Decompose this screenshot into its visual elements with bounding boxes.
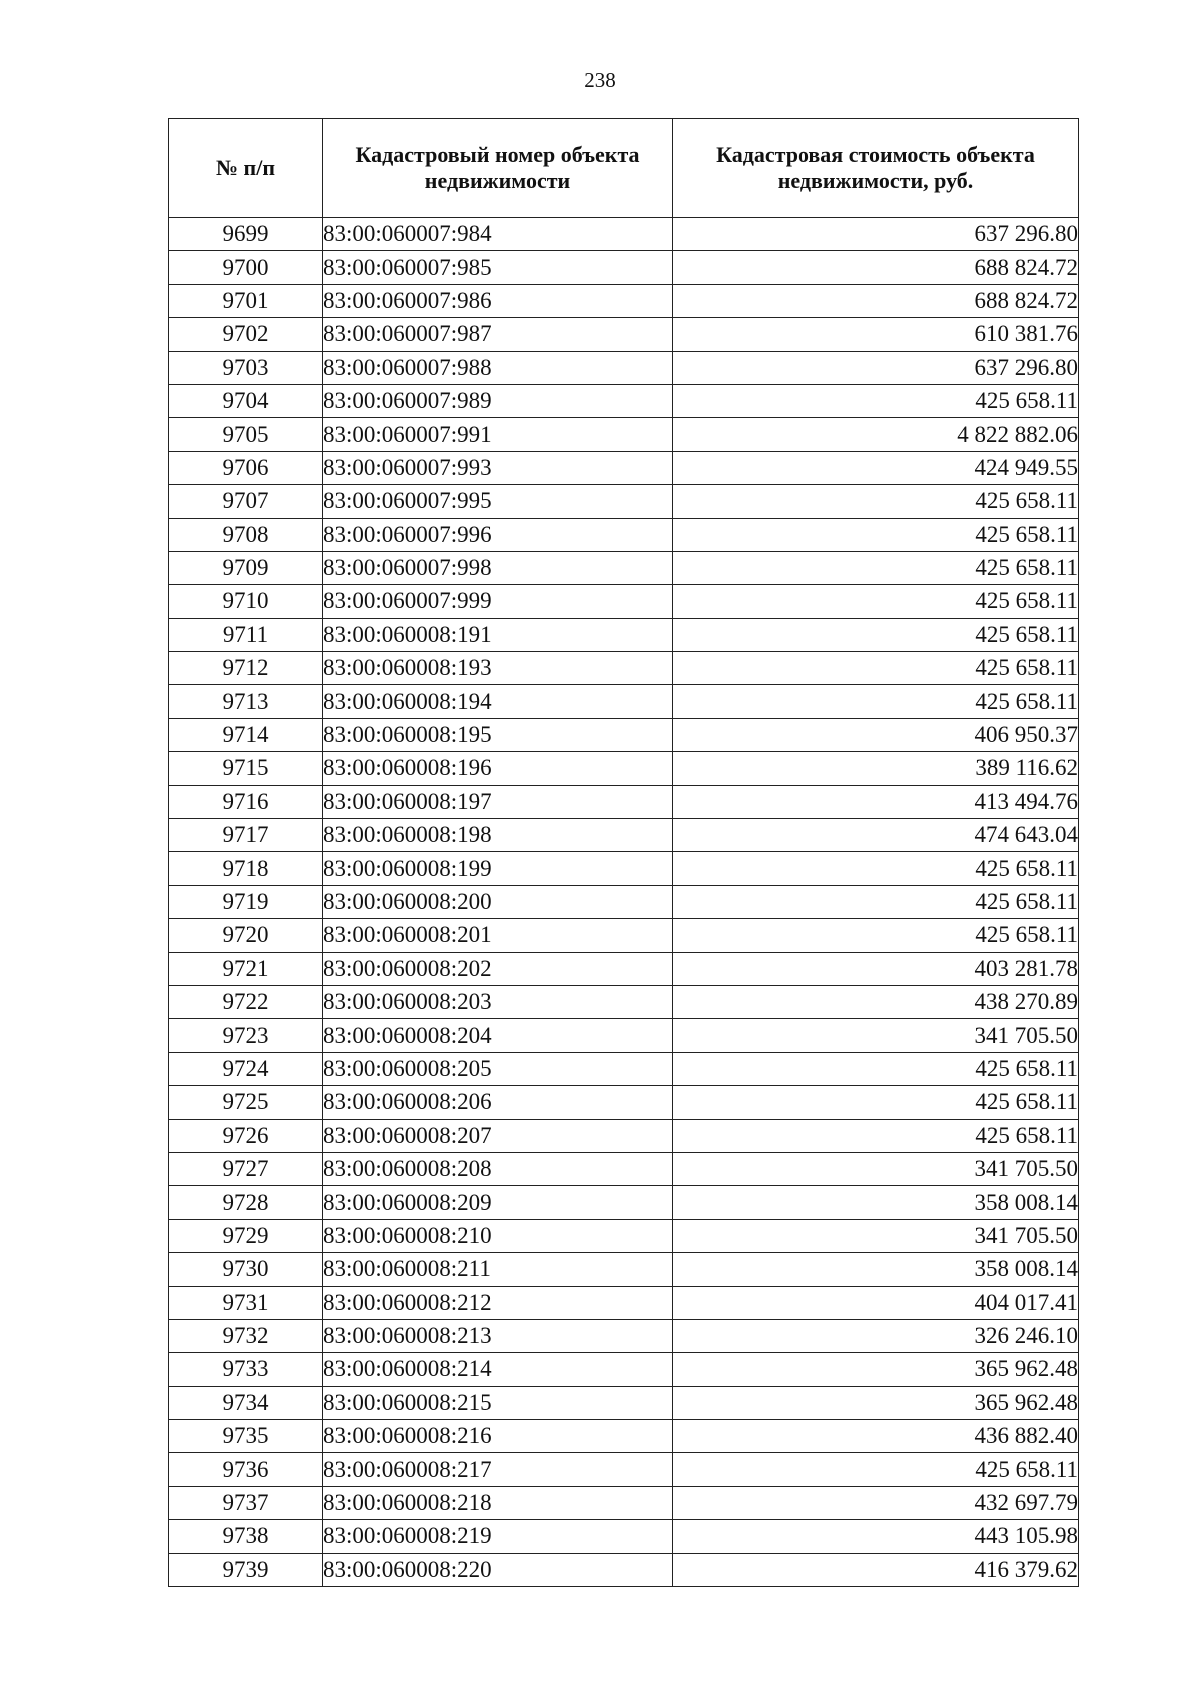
cadastral-number-cell: 83:00:060008:214 (323, 1353, 673, 1386)
table-row (169, 1420, 1079, 1453)
cadastral-number-cell: 83:00:060008:211 (323, 1253, 673, 1286)
row-number-cell: 9734 (169, 1386, 323, 1419)
table-row (169, 384, 1079, 417)
table-row (169, 218, 1079, 251)
table-row (169, 819, 1079, 852)
header-cadastral-number: Кадастровый номер объекта недвижимости (323, 119, 673, 218)
table-row (169, 1286, 1079, 1319)
cadastral-number-cell: 83:00:060007:998 (323, 551, 673, 584)
cadastral-value-cell: 425 658.11 (673, 1119, 1079, 1152)
row-number-cell: 9713 (169, 685, 323, 718)
cadastral-value-cell: 365 962.48 (673, 1386, 1079, 1419)
row-number-cell: 9730 (169, 1253, 323, 1286)
cadastral-value-cell: 341 705.50 (673, 1219, 1079, 1252)
table-header-row (169, 119, 1079, 218)
cadastral-number-cell: 83:00:060008:193 (323, 652, 673, 685)
row-number-cell: 9703 (169, 351, 323, 384)
cadastral-number-cell: 83:00:060008:220 (323, 1553, 673, 1586)
row-number-cell: 9732 (169, 1319, 323, 1352)
cadastral-value-cell: 389 116.62 (673, 752, 1079, 785)
cadastral-value-cell: 425 658.11 (673, 685, 1079, 718)
cadastral-value-cell: 425 658.11 (673, 1453, 1079, 1486)
page-number: 238 (584, 68, 616, 92)
table-body (169, 218, 1079, 1587)
cadastral-value-cell: 416 379.62 (673, 1553, 1079, 1586)
table-row (169, 1453, 1079, 1486)
cadastral-number-cell: 83:00:060008:219 (323, 1520, 673, 1553)
table-row (169, 952, 1079, 985)
cadastral-number-cell: 83:00:060007:989 (323, 384, 673, 417)
row-number-cell: 9708 (169, 518, 323, 551)
cadastral-value-cell: 688 824.72 (673, 251, 1079, 284)
table-row (169, 1052, 1079, 1085)
row-number-cell: 9707 (169, 485, 323, 518)
cadastral-number-cell: 83:00:060007:987 (323, 318, 673, 351)
cadastral-value-cell: 425 658.11 (673, 585, 1079, 618)
cadastral-value-cell: 425 658.11 (673, 1086, 1079, 1119)
row-number-cell: 9717 (169, 819, 323, 852)
cadastral-value-cell: 637 296.80 (673, 218, 1079, 251)
cadastral-number-cell: 83:00:060007:988 (323, 351, 673, 384)
row-number-cell: 9733 (169, 1353, 323, 1386)
cadastral-value-cell: 610 381.76 (673, 318, 1079, 351)
cadastral-value-cell: 443 105.98 (673, 1520, 1079, 1553)
table-row (169, 1152, 1079, 1185)
cadastral-value-cell: 358 008.14 (673, 1186, 1079, 1219)
row-number-cell: 9705 (169, 418, 323, 451)
row-number-cell: 9704 (169, 384, 323, 417)
cadastral-number-cell: 83:00:060008:204 (323, 1019, 673, 1052)
row-number-cell: 9723 (169, 1019, 323, 1052)
cadastral-number-cell: 83:00:060008:202 (323, 952, 673, 985)
row-number-cell: 9716 (169, 785, 323, 818)
table-row (169, 1253, 1079, 1286)
cadastral-number-cell: 83:00:060008:212 (323, 1286, 673, 1319)
row-number-cell: 9706 (169, 451, 323, 484)
table-row (169, 1186, 1079, 1219)
row-number-cell: 9702 (169, 318, 323, 351)
row-number-cell: 9726 (169, 1119, 323, 1152)
row-number-cell: 9725 (169, 1086, 323, 1119)
cadastral-value-cell: 404 017.41 (673, 1286, 1079, 1319)
cadastral-value-cell: 425 658.11 (673, 551, 1079, 584)
table-row (169, 284, 1079, 317)
cadastral-value-cell: 424 949.55 (673, 451, 1079, 484)
table-row (169, 551, 1079, 584)
table-row (169, 919, 1079, 952)
cadastral-value-cell: 358 008.14 (673, 1253, 1079, 1286)
cadastral-value-cell: 4 822 882.06 (673, 418, 1079, 451)
cadastral-value-cell: 688 824.72 (673, 284, 1079, 317)
cadastral-number-cell: 83:00:060007:985 (323, 251, 673, 284)
cadastral-value-cell: 425 658.11 (673, 919, 1079, 952)
table-row (169, 1119, 1079, 1152)
row-number-cell: 9711 (169, 618, 323, 651)
table-row (169, 418, 1079, 451)
row-number-cell: 9728 (169, 1186, 323, 1219)
cadastral-number-cell: 83:00:060007:993 (323, 451, 673, 484)
cadastral-number-cell: 83:00:060008:207 (323, 1119, 673, 1152)
cadastral-number-cell: 83:00:060008:215 (323, 1386, 673, 1419)
table-row (169, 652, 1079, 685)
row-number-cell: 9738 (169, 1520, 323, 1553)
row-number-cell: 9710 (169, 585, 323, 618)
table-row (169, 1219, 1079, 1252)
cadastral-value-cell: 425 658.11 (673, 885, 1079, 918)
cadastral-number-cell: 83:00:060008:195 (323, 718, 673, 751)
cadastral-number-cell: 83:00:060008:209 (323, 1186, 673, 1219)
cadastral-number-cell: 83:00:060008:198 (323, 819, 673, 852)
cadastral-number-cell: 83:00:060008:213 (323, 1319, 673, 1352)
row-number-cell: 9735 (169, 1420, 323, 1453)
cadastral-value-cell: 413 494.76 (673, 785, 1079, 818)
cadastral-value-cell: 425 658.11 (673, 652, 1079, 685)
cadastral-number-cell: 83:00:060007:984 (323, 218, 673, 251)
cadastral-number-cell: 83:00:060008:194 (323, 685, 673, 718)
cadastral-number-cell: 83:00:060007:999 (323, 585, 673, 618)
cadastral-number-cell: 83:00:060008:218 (323, 1486, 673, 1519)
cadastral-number-cell: 83:00:060007:986 (323, 284, 673, 317)
table-row (169, 685, 1079, 718)
cadastral-number-cell: 83:00:060008:199 (323, 852, 673, 885)
row-number-cell: 9718 (169, 852, 323, 885)
cadastral-value-table (168, 118, 1079, 1587)
cadastral-value-cell: 438 270.89 (673, 985, 1079, 1018)
cadastral-value-cell: 341 705.50 (673, 1019, 1079, 1052)
cadastral-number-cell: 83:00:060008:200 (323, 885, 673, 918)
table-row (169, 1553, 1079, 1586)
cadastral-value-cell: 425 658.11 (673, 384, 1079, 417)
cadastral-number-cell: 83:00:060008:205 (323, 1052, 673, 1085)
cadastral-number-cell: 83:00:060008:206 (323, 1086, 673, 1119)
cadastral-value-cell: 425 658.11 (673, 1052, 1079, 1085)
row-number-cell: 9727 (169, 1152, 323, 1185)
table-row (169, 718, 1079, 751)
header-cadastral-value: Кадастровая стоимость объекта недвижимости, руб. (673, 119, 1079, 218)
row-number-cell: 9714 (169, 718, 323, 751)
cadastral-number-cell: 83:00:060007:995 (323, 485, 673, 518)
cadastral-number-cell: 83:00:060008:208 (323, 1152, 673, 1185)
table-row (169, 585, 1079, 618)
row-number-cell: 9724 (169, 1052, 323, 1085)
table-row (169, 485, 1079, 518)
row-number-cell: 9736 (169, 1453, 323, 1486)
cadastral-value-cell: 425 658.11 (673, 618, 1079, 651)
row-number-cell: 9729 (169, 1219, 323, 1252)
table-row (169, 1319, 1079, 1352)
cadastral-value-cell: 425 658.11 (673, 518, 1079, 551)
cadastral-value-cell: 403 281.78 (673, 952, 1079, 985)
table-row (169, 451, 1079, 484)
row-number-cell: 9737 (169, 1486, 323, 1519)
table-row (169, 251, 1079, 284)
table-row (169, 1353, 1079, 1386)
cadastral-number-cell: 83:00:060008:216 (323, 1420, 673, 1453)
row-number-cell: 9699 (169, 218, 323, 251)
row-number-cell: 9722 (169, 985, 323, 1018)
cadastral-number-cell: 83:00:060007:996 (323, 518, 673, 551)
cadastral-number-cell: 83:00:060007:991 (323, 418, 673, 451)
header-row-number: № п/п (169, 119, 323, 218)
cadastral-value-cell: 637 296.80 (673, 351, 1079, 384)
cadastral-number-cell: 83:00:060008:197 (323, 785, 673, 818)
table-row (169, 1486, 1079, 1519)
row-number-cell: 9709 (169, 551, 323, 584)
row-number-cell: 9719 (169, 885, 323, 918)
table-row (169, 885, 1079, 918)
cadastral-value-cell: 432 697.79 (673, 1486, 1079, 1519)
table-row (169, 1520, 1079, 1553)
row-number-cell: 9720 (169, 919, 323, 952)
table-row (169, 852, 1079, 885)
table-row (169, 752, 1079, 785)
cadastral-number-cell: 83:00:060008:217 (323, 1453, 673, 1486)
table-row (169, 618, 1079, 651)
table-row (169, 318, 1079, 351)
cadastral-value-cell: 436 882.40 (673, 1420, 1079, 1453)
row-number-cell: 9721 (169, 952, 323, 985)
cadastral-value-cell: 341 705.50 (673, 1152, 1079, 1185)
row-number-cell: 9712 (169, 652, 323, 685)
table-row (169, 518, 1079, 551)
row-number-cell: 9715 (169, 752, 323, 785)
cadastral-number-cell: 83:00:060008:210 (323, 1219, 673, 1252)
table-row (169, 1086, 1079, 1119)
table-row (169, 1019, 1079, 1052)
row-number-cell: 9700 (169, 251, 323, 284)
cadastral-value-cell: 425 658.11 (673, 852, 1079, 885)
cadastral-value-cell: 326 246.10 (673, 1319, 1079, 1352)
cadastral-value-cell: 425 658.11 (673, 485, 1079, 518)
table-row (169, 785, 1079, 818)
cadastral-value-cell: 365 962.48 (673, 1353, 1079, 1386)
cadastral-number-cell: 83:00:060008:191 (323, 618, 673, 651)
table-row (169, 985, 1079, 1018)
row-number-cell: 9731 (169, 1286, 323, 1319)
cadastral-number-cell: 83:00:060008:196 (323, 752, 673, 785)
cadastral-value-cell: 474 643.04 (673, 819, 1079, 852)
row-number-cell: 9739 (169, 1553, 323, 1586)
cadastral-value-cell: 406 950.37 (673, 718, 1079, 751)
table-row (169, 351, 1079, 384)
cadastral-number-cell: 83:00:060008:201 (323, 919, 673, 952)
cadastral-number-cell: 83:00:060008:203 (323, 985, 673, 1018)
table-row (169, 1386, 1079, 1419)
row-number-cell: 9701 (169, 284, 323, 317)
